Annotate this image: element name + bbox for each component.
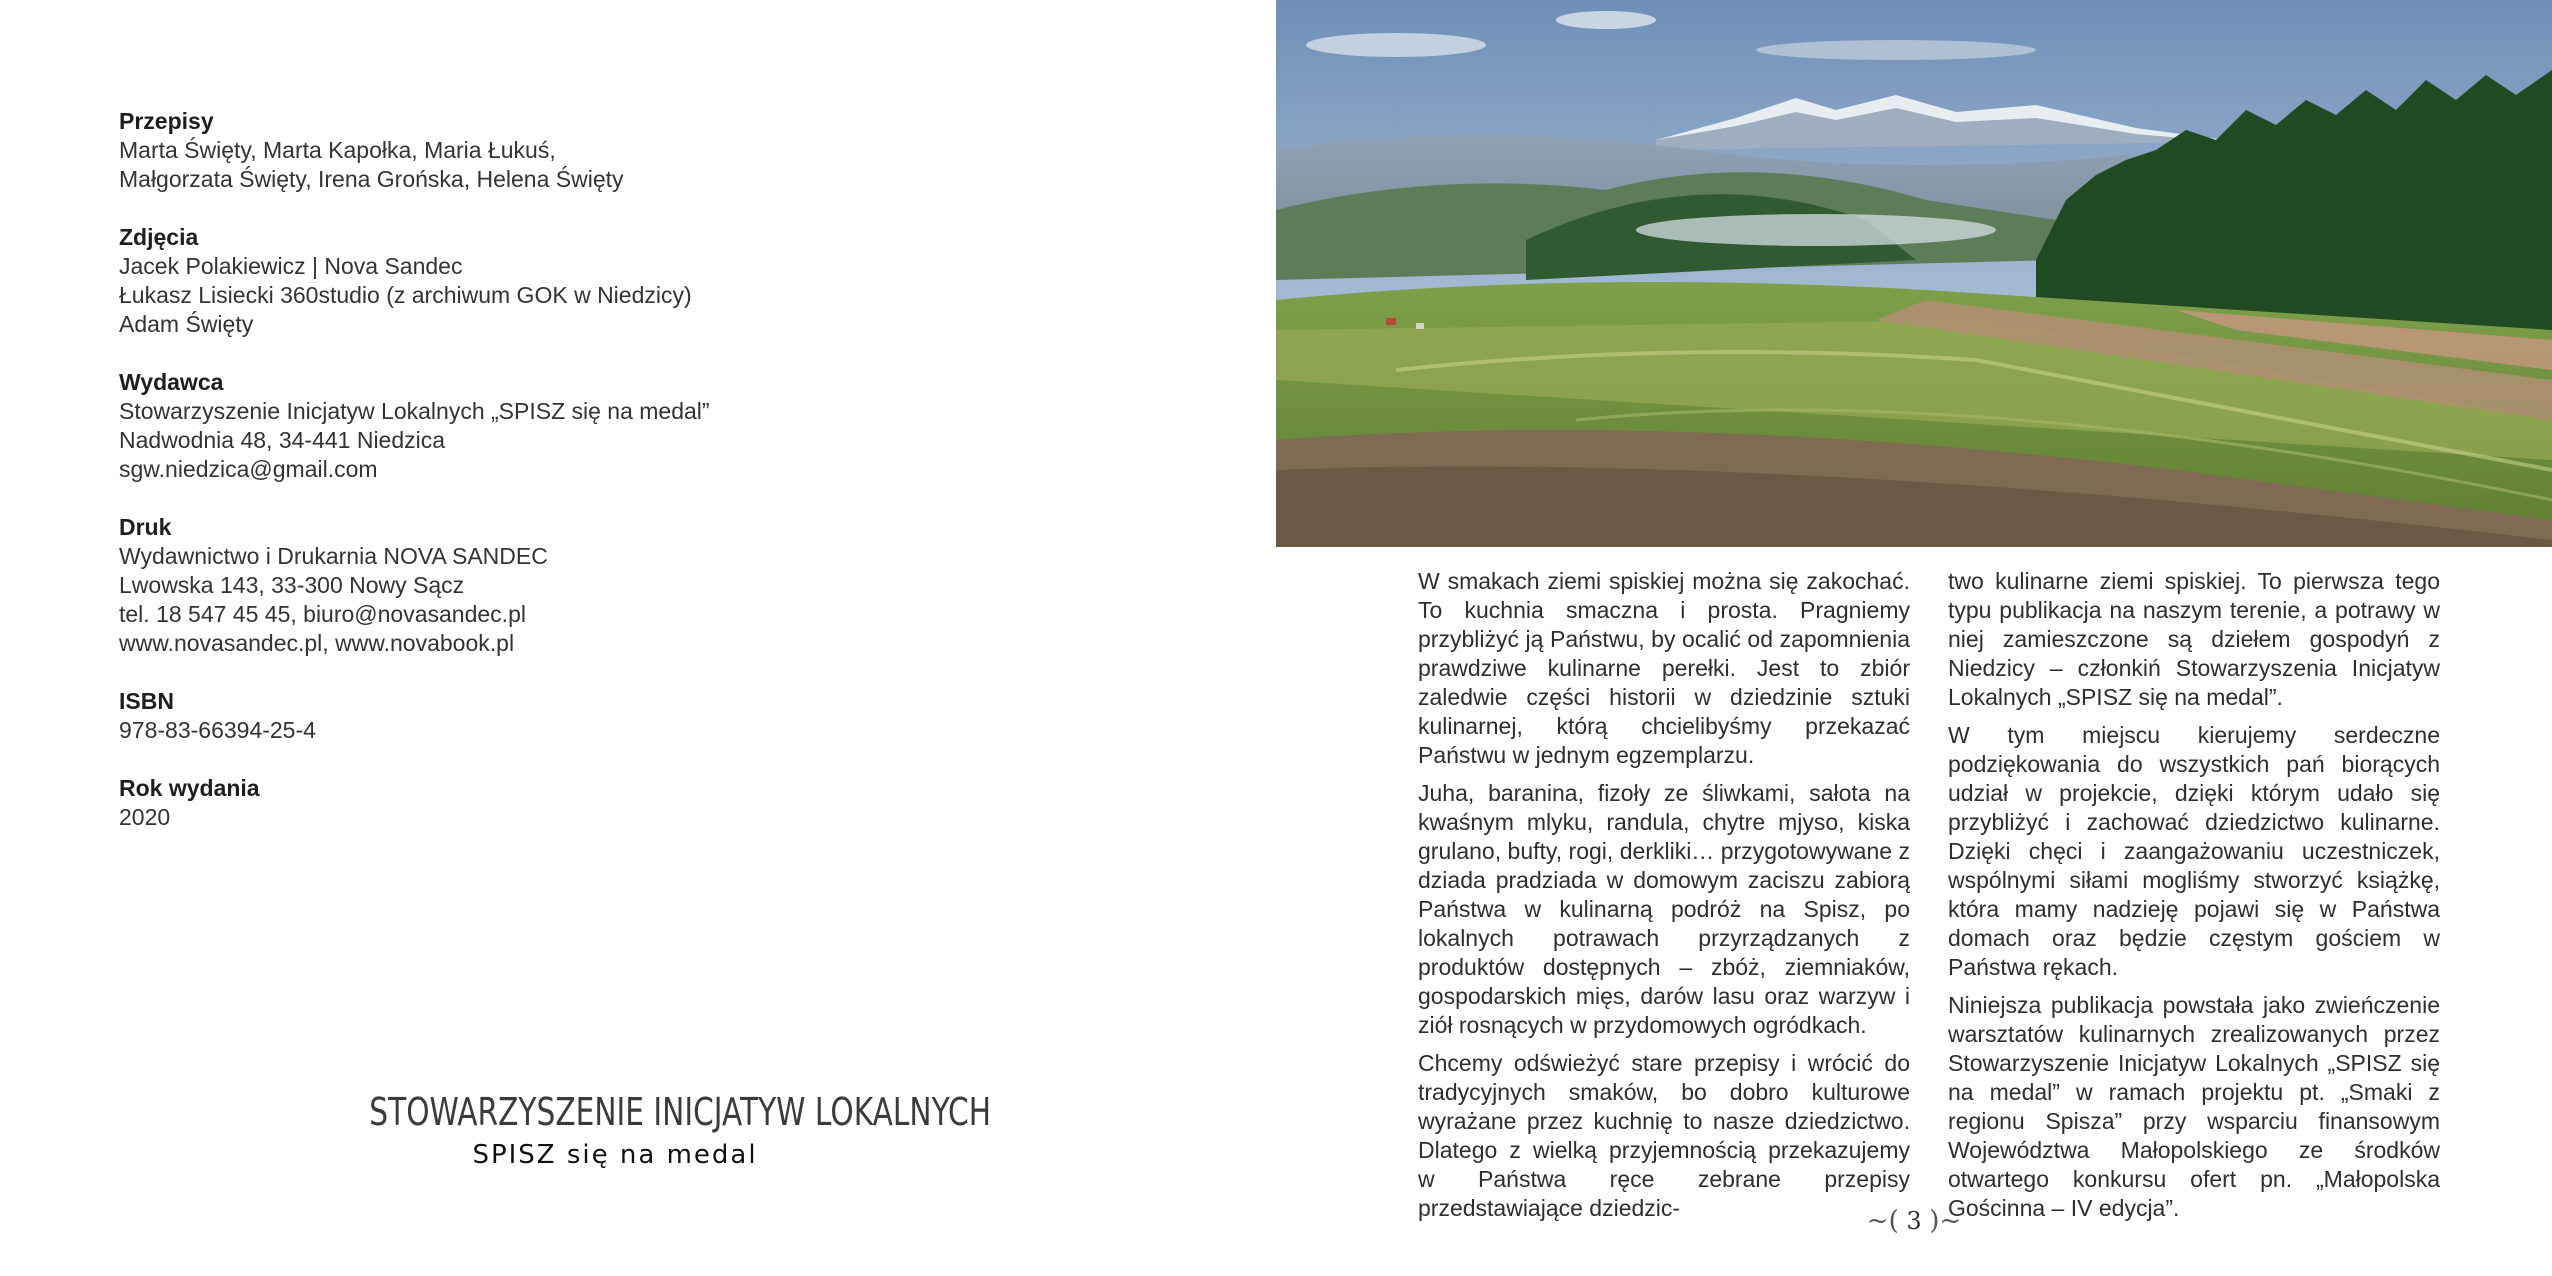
page-number: 3 [1906, 1207, 1922, 1235]
credit-line: Lwowska 143, 33-300 Nowy Sącz [119, 572, 465, 598]
page-number-footer [1276, 1206, 2552, 1236]
credit-heading: Przepisy [119, 108, 214, 134]
credit-block-year [119, 774, 1019, 832]
paragraph: Niniejsza publikacja powstała jako zwieńczenie warsztatów kulinarnych zrealizowanych przez Stowarzyszenie Inicjatyw Lokalnych „SPISZ się na medal” w ramach projektu pt. „Smaki z regionu Spisza” przy wsparciu finansowym Województwa Małopolskiego ze środków otwartego konkursu ofert pn. „Małopolska Gościnna – IV edycja”. [1948, 992, 2440, 1221]
paragraph: two kulinarne ziemi spiskiej. To pierwsza tego typu publikacja na naszym terenie, a potrawy w niej zamieszczone są dziełem gospodyń z Niedzicy – członkiń Stowarzyszenia Inicjatyw Lokalnych „SPISZ się na medal”. [1948, 568, 2440, 710]
year-value: 2020 [119, 804, 171, 830]
paragraph: Chcemy odświeżyć stare przepisy i wrócić do tradycyjnych smaków, bo dobro kulturowe wyrażane przez kuchnię to nasze dziedzictwo. Dlatego z wielką przyjemnością przekazujemy w Państwa ręce zebrane przepisy przedstawiające dziedzic- [1418, 1050, 1910, 1221]
credit-heading: Rok wydania [119, 775, 260, 801]
credit-block-isbn [119, 687, 1019, 745]
paragraph: W tym miejscu kierujemy serdeczne podziękowania do wszystkich pań biorących udział w projekcie, dzięki którym udało się przybliżyć i zachować dziedzictwo kulinarne. Dzięki chęci i zaangażowaniu uczestniczek, wspólnymi siłami mogliśmy stworzyć książkę, która mamy nadzieję pojawi się w Państwa domach oraz będzie częstym gościem w Państwa rękach. [1948, 722, 2440, 980]
credit-line: Małgorzata Święty, Irena Grońska, Helena Święty [119, 166, 624, 192]
organization-logo [300, 1090, 992, 1170]
credit-block-recipes [119, 107, 1019, 194]
credit-line: Jacek Polakiewicz | Nova Sandec [119, 253, 463, 279]
right-page [1276, 0, 2552, 1276]
logo-org-name: STOWARZYSZENIE INICJATYW LOKALNYCH [369, 1090, 992, 1134]
logo-tagline: SPISZ się na medal [472, 1140, 758, 1170]
publisher-email: sgw.niedzica@gmail.com [119, 456, 378, 482]
text-column-left [1418, 567, 1910, 1232]
credit-heading: Druk [119, 514, 172, 540]
credit-heading: Wydawca [119, 369, 224, 395]
credit-line: Marta Święty, Marta Kapołka, Maria Łukuś, [119, 137, 556, 163]
credit-block-print [119, 513, 1019, 658]
credit-line: tel. 18 547 45 45, biuro@novasandec.pl [119, 601, 526, 627]
credit-heading: Zdjęcia [119, 224, 199, 250]
landscape-photo [1276, 0, 2552, 547]
isbn-value: 978-83-66394-25-4 [119, 717, 316, 743]
credit-block-photos [119, 223, 1019, 339]
paragraph: Juha, baranina, fizoły ze śliwkami, sałota na kwaśnym mlyku, randula, chytre mjyso, kiska grulano, bufty, rogi, derkliki… przygotowywane z dziada pradziada w domowym zaciszu zabiorą Państwa w kulinarną podróż na Spisz, po lokalnych potrawach przyrządzanych z produktów dostępnych – zbóż, ziemniaków, gospodarskich mięs, darów lasu oraz warzyw i ziół rosnących w przydomowych ogródkach. [1418, 780, 1910, 1038]
credit-line: Nadwodnia 48, 34-441 Niedzica [119, 427, 446, 453]
credit-block-publisher [119, 368, 1019, 484]
paragraph: W smakach ziemi spiskiej można się zakochać. To kuchnia smaczna i prosta. Pragniemy przybliżyć ją Państwu, by ocalić od zapomnienia prawdziwe kulinarne perełki. Jest to zbiór zaledwie części historii w dziedzinie sztuki kulinarnej, którą chcielibyśmy przekazać Państwu w jednym egzemplarzu. [1418, 568, 1910, 768]
credit-line: Stowarzyszenie Inicjatyw Lokalnych „SPISZ się na medal” [119, 398, 710, 424]
credit-line: Łukasz Lisiecki 360studio (z archiwum GOK w Niedzicy) [119, 282, 692, 308]
ornament-left-icon: ~( [1866, 1206, 1899, 1236]
credit-heading: ISBN [119, 688, 174, 714]
credits-section [119, 107, 1019, 861]
credit-line: Adam Święty [119, 311, 254, 337]
ornament-right-icon: )~ [1929, 1206, 1962, 1236]
credit-line: Wydawnictwo i Drukarnia NOVA SANDEC [119, 543, 548, 569]
text-column-right [1948, 567, 2440, 1232]
credit-line: www.novasandec.pl, www.novabook.pl [119, 630, 515, 656]
